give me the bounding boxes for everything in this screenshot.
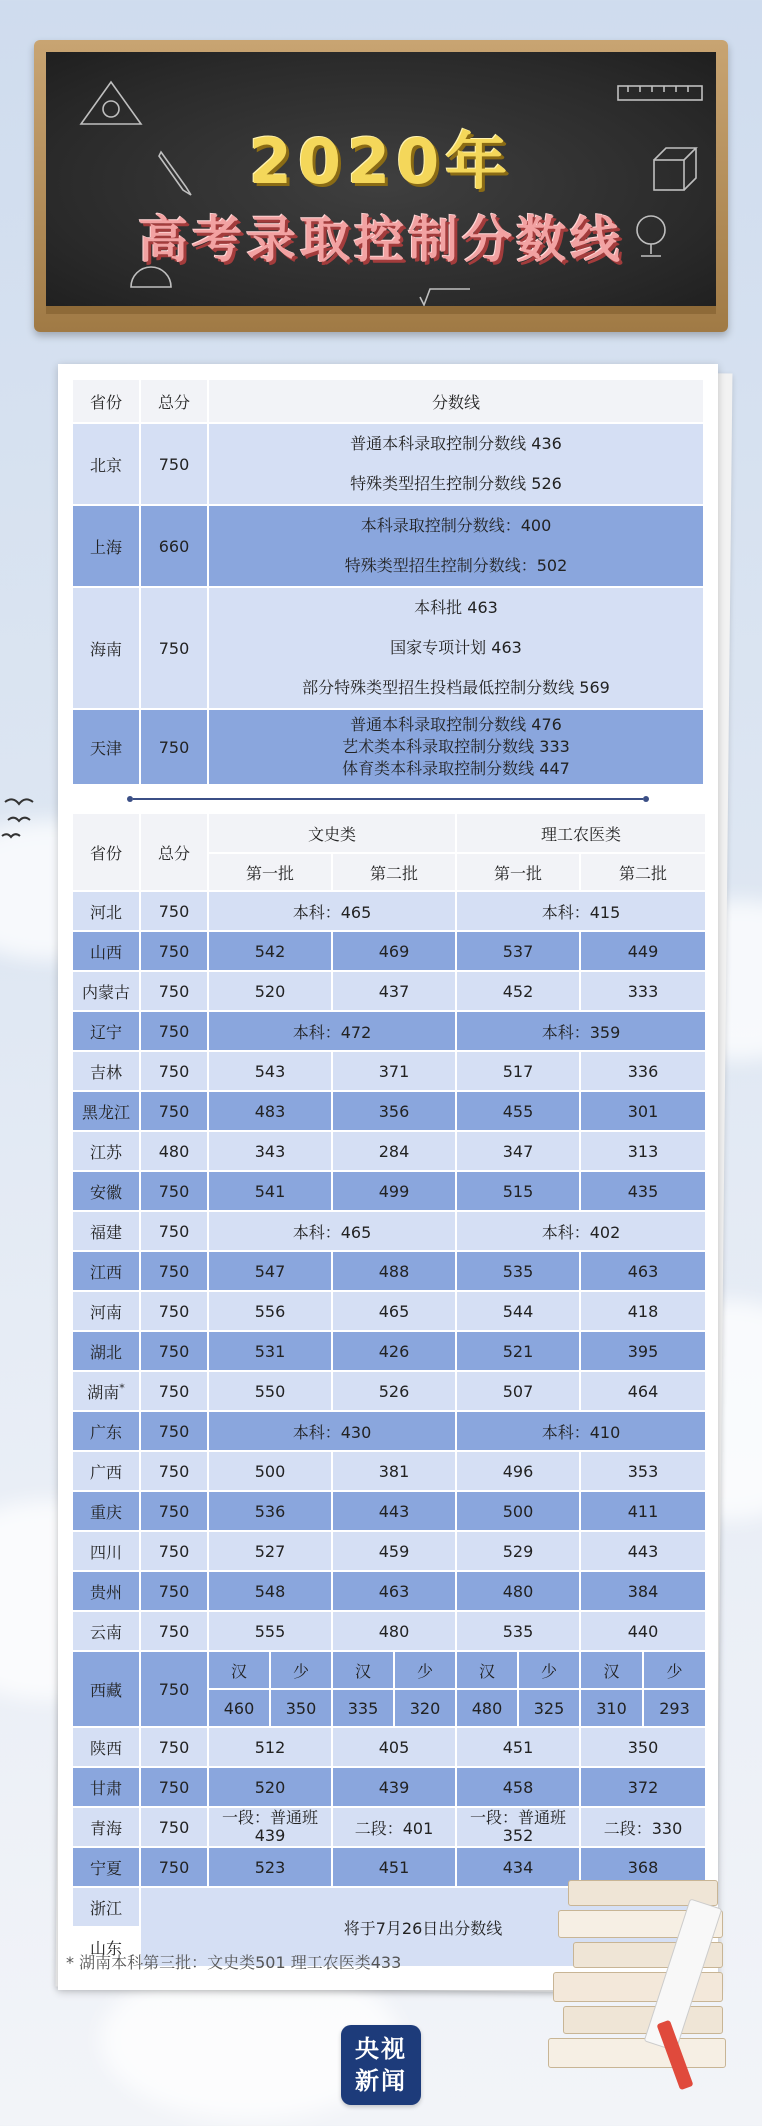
arts-batch2-cell: 526 bbox=[332, 1371, 456, 1411]
sci-batch1-cell: 452 bbox=[456, 971, 580, 1011]
total-cell: 750 bbox=[140, 1171, 208, 1211]
header-title: 高考录取控制分数线 bbox=[138, 211, 624, 269]
sci-batch1-cell: 515 bbox=[456, 1171, 580, 1211]
province-cell bbox=[72, 1331, 140, 1371]
score-line: 普通本科录取控制分数线 436 bbox=[350, 434, 562, 453]
total-cell: 750 bbox=[140, 1331, 208, 1371]
pending-note-cell: 将于7月26日出分数线 bbox=[140, 1887, 706, 1967]
sci-batch2-cell: 313 bbox=[580, 1131, 706, 1171]
total-cell: 750 bbox=[140, 1571, 208, 1611]
arts-merged-cell: 本科：465 bbox=[208, 1211, 456, 1251]
province-cell bbox=[72, 1131, 140, 1171]
score-line: 普通本科录取控制分数线 476 bbox=[350, 715, 562, 734]
table-row bbox=[72, 1051, 706, 1091]
province-name: 湖南 bbox=[87, 1382, 120, 1402]
table-row bbox=[72, 1371, 706, 1411]
province-cell: 宁夏 bbox=[72, 1847, 140, 1887]
sci-batch1-cell: 535 bbox=[456, 1611, 580, 1651]
arts-merged-cell: 本科：465 bbox=[208, 891, 456, 931]
tibet-label: 少 bbox=[643, 1651, 706, 1689]
province-cell bbox=[72, 891, 140, 931]
tibet-label: 汉 bbox=[332, 1651, 394, 1689]
table-row bbox=[72, 1411, 706, 1451]
table-row bbox=[72, 891, 706, 931]
total-cell: 750 bbox=[140, 1251, 208, 1291]
total-cell: 750 bbox=[140, 891, 208, 931]
score-line: 体育类本科录取控制分数线 447 bbox=[342, 759, 570, 778]
tibet-value: 335 bbox=[332, 1689, 394, 1727]
table-row bbox=[72, 1291, 706, 1331]
sci-batch1-cell: 455 bbox=[456, 1091, 580, 1131]
province-name: 甘肃 bbox=[89, 1778, 122, 1798]
header-score-line: 分数线 bbox=[208, 379, 704, 423]
sci-batch2-cell: 368 bbox=[580, 1847, 706, 1887]
tibet-label: 汉 bbox=[580, 1651, 643, 1689]
sci-batch2-cell: 372 bbox=[580, 1767, 706, 1807]
sci-batch1-cell: 535 bbox=[456, 1251, 580, 1291]
tibet-label: 汉 bbox=[208, 1651, 270, 1689]
logo-line: 央视 bbox=[355, 2035, 407, 2063]
cell-line: 一段：普通班 bbox=[221, 1808, 318, 1827]
arts-batch1-cell: 512 bbox=[208, 1727, 332, 1767]
province-name: 云南 bbox=[89, 1622, 122, 1642]
chalkboard-surface bbox=[46, 52, 716, 314]
total-cell: 750 bbox=[140, 1651, 208, 1727]
table-row bbox=[72, 1131, 706, 1171]
table-row bbox=[72, 1727, 706, 1767]
tibet-label: 少 bbox=[518, 1651, 580, 1689]
arts-batch2-cell: 488 bbox=[332, 1251, 456, 1291]
arts-batch2-cell: 439 bbox=[332, 1767, 456, 1807]
table-row bbox=[72, 971, 706, 1011]
table-header-row bbox=[72, 379, 704, 423]
tibet-value: 350 bbox=[270, 1689, 332, 1727]
score-sheet bbox=[58, 364, 718, 1990]
table-row bbox=[72, 1091, 706, 1131]
books-decoration bbox=[548, 1860, 748, 2100]
table-row bbox=[72, 1011, 706, 1051]
province-cell: 青海 bbox=[72, 1807, 140, 1847]
header-sci-batch1: 第一批 bbox=[456, 853, 580, 891]
header-science: 理工农医类 bbox=[456, 813, 706, 853]
table-row-tianjin bbox=[72, 709, 704, 785]
arts-batch2-cell: 356 bbox=[332, 1091, 456, 1131]
arts-batch1-cell: 500 bbox=[208, 1451, 332, 1491]
province-cell bbox=[72, 971, 140, 1011]
province-cell bbox=[72, 931, 140, 971]
sci-batch2-cell: 395 bbox=[580, 1331, 706, 1371]
chalk-tray bbox=[46, 306, 716, 314]
table-row bbox=[72, 1767, 706, 1807]
total-cell: 750 bbox=[140, 1727, 208, 1767]
arts-batch2-cell: 437 bbox=[332, 971, 456, 1011]
total-cell: 750 bbox=[140, 423, 208, 505]
arts-batch1-cell: 541 bbox=[208, 1171, 332, 1211]
total-cell: 750 bbox=[140, 1847, 208, 1887]
score-lines-cell bbox=[208, 709, 704, 785]
section-divider bbox=[133, 798, 643, 800]
sci-batch1-cell: 507 bbox=[456, 1371, 580, 1411]
total-cell: 750 bbox=[140, 1371, 208, 1411]
province-cell bbox=[72, 1091, 140, 1131]
tibet-value: 293 bbox=[643, 1689, 706, 1727]
province-name: 贵州 bbox=[89, 1582, 122, 1602]
province-name: 陕西 bbox=[89, 1738, 122, 1758]
arts-batch2-cell: 二段：401 bbox=[332, 1807, 456, 1847]
sci-batch1-cell: 451 bbox=[456, 1727, 580, 1767]
arts-batch1-cell: 523 bbox=[208, 1847, 332, 1887]
total-cell: 750 bbox=[140, 1051, 208, 1091]
table-row bbox=[72, 1611, 706, 1651]
arts-batch2-cell: 381 bbox=[332, 1451, 456, 1491]
sci-batch2-cell: 333 bbox=[580, 971, 706, 1011]
sci-batch1-cell: 544 bbox=[456, 1291, 580, 1331]
province-name: 广东 bbox=[89, 1422, 122, 1442]
header-total: 总分 bbox=[140, 379, 208, 423]
header-total: 总分 bbox=[140, 813, 208, 891]
table-row bbox=[72, 1571, 706, 1611]
arts-batch2-cell: 451 bbox=[332, 1847, 456, 1887]
sci-batch2-cell: 353 bbox=[580, 1451, 706, 1491]
sci-batch1-cell: 537 bbox=[456, 931, 580, 971]
arts-batch1-cell: 527 bbox=[208, 1531, 332, 1571]
province-cell bbox=[72, 1211, 140, 1251]
table-row bbox=[72, 931, 706, 971]
province-cell bbox=[72, 1451, 140, 1491]
province-cell: 上海 bbox=[72, 505, 140, 587]
sci-batch1-cell: 434 bbox=[456, 1847, 580, 1887]
ruler-doodle-icon bbox=[616, 78, 706, 108]
province-cell bbox=[72, 1571, 140, 1611]
tibet-label: 汉 bbox=[456, 1651, 518, 1689]
total-cell: 750 bbox=[140, 1767, 208, 1807]
province-cell: 西藏 bbox=[72, 1651, 140, 1727]
tibet-label: 少 bbox=[270, 1651, 332, 1689]
sci-batch2-cell: 301 bbox=[580, 1091, 706, 1131]
arts-batch1-cell bbox=[208, 1807, 332, 1847]
chalkboard-header bbox=[34, 40, 728, 332]
sci-merged-cell: 本科：415 bbox=[456, 891, 706, 931]
province-cell bbox=[72, 1767, 140, 1807]
arts-batch2-cell: 480 bbox=[332, 1611, 456, 1651]
total-cell: 480 bbox=[140, 1131, 208, 1171]
table2-body-after bbox=[72, 1727, 706, 1807]
sci-batch1-cell: 347 bbox=[456, 1131, 580, 1171]
sci-batch2-cell: 350 bbox=[580, 1727, 706, 1767]
province-name: 福建 bbox=[89, 1222, 122, 1242]
sci-batch1-cell: 480 bbox=[456, 1571, 580, 1611]
table-row-qinghai bbox=[72, 1807, 706, 1847]
sci-batch2-cell: 440 bbox=[580, 1611, 706, 1651]
arts-batch1-cell: 536 bbox=[208, 1491, 332, 1531]
province-name: 江苏 bbox=[89, 1142, 122, 1162]
arts-batch1-cell: 520 bbox=[208, 1767, 332, 1807]
sci-batch1-cell bbox=[456, 1807, 580, 1847]
book-shape bbox=[548, 2038, 726, 2068]
total-cell: 750 bbox=[140, 1291, 208, 1331]
arts-batch1-cell: 548 bbox=[208, 1571, 332, 1611]
arts-batch1-cell: 531 bbox=[208, 1331, 332, 1371]
tibet-value: 480 bbox=[456, 1689, 518, 1727]
total-cell: 750 bbox=[140, 587, 208, 709]
book-shape bbox=[563, 2006, 723, 2034]
header-sci-batch2: 第二批 bbox=[580, 853, 706, 891]
score-line: 国家专项计划 463 bbox=[390, 638, 522, 657]
score-lines-cell bbox=[208, 587, 704, 709]
total-cell: 750 bbox=[140, 1611, 208, 1651]
arts-batch2-cell: 371 bbox=[332, 1051, 456, 1091]
sci-batch1-cell: 521 bbox=[456, 1331, 580, 1371]
province-cell: 天津 bbox=[72, 709, 140, 785]
sci-batch1-cell: 500 bbox=[456, 1491, 580, 1531]
table-provinces-by-batch bbox=[71, 812, 707, 1968]
province-cell bbox=[72, 1727, 140, 1767]
province-cell: 北京 bbox=[72, 423, 140, 505]
logo-line: 新闻 bbox=[355, 2067, 407, 2095]
arts-batch2-cell: 405 bbox=[332, 1727, 456, 1767]
arts-merged-cell: 本科：472 bbox=[208, 1011, 456, 1051]
province-name: 重庆 bbox=[89, 1502, 122, 1522]
province-cell bbox=[72, 1411, 140, 1451]
total-cell: 750 bbox=[140, 1807, 208, 1847]
header-arts-batch1: 第一批 bbox=[208, 853, 332, 891]
province-cell bbox=[72, 1371, 140, 1411]
arts-merged-cell: 本科：430 bbox=[208, 1411, 456, 1451]
province-cell bbox=[72, 1251, 140, 1291]
province-cell bbox=[72, 1291, 140, 1331]
province-cell bbox=[72, 1491, 140, 1531]
table-row bbox=[72, 1531, 706, 1571]
sci-batch1-cell: 517 bbox=[456, 1051, 580, 1091]
arts-batch1-cell: 542 bbox=[208, 931, 332, 971]
arts-batch2-cell: 463 bbox=[332, 1571, 456, 1611]
sci-batch2-cell: 418 bbox=[580, 1291, 706, 1331]
tibet-value: 310 bbox=[580, 1689, 643, 1727]
sci-batch2-cell: 449 bbox=[580, 931, 706, 971]
cell-line: 一段：普通班 bbox=[470, 1808, 567, 1827]
birds-decoration bbox=[0, 790, 60, 850]
total-cell: 750 bbox=[140, 1531, 208, 1571]
sci-batch1-cell: 458 bbox=[456, 1767, 580, 1807]
header-province: 省份 bbox=[72, 379, 140, 423]
province-name: 江西 bbox=[89, 1262, 122, 1282]
cctv-news-logo bbox=[341, 2025, 421, 2105]
arts-batch1-cell: 547 bbox=[208, 1251, 332, 1291]
tibet-value: 320 bbox=[394, 1689, 456, 1727]
footnote: * 湖南本科第三批：文史类501 理工农医类433 bbox=[66, 1953, 402, 1972]
sci-merged-cell: 本科：359 bbox=[456, 1011, 706, 1051]
score-lines-cell bbox=[208, 505, 704, 587]
score-line: 本科录取控制分数线：400 bbox=[360, 516, 552, 535]
sci-batch2-cell: 464 bbox=[580, 1371, 706, 1411]
province-name: 安徽 bbox=[89, 1182, 122, 1202]
province-name: 河南 bbox=[89, 1302, 122, 1322]
total-cell: 750 bbox=[140, 971, 208, 1011]
sci-batch2-cell: 384 bbox=[580, 1571, 706, 1611]
sci-batch1-cell: 496 bbox=[456, 1451, 580, 1491]
province-name: 四川 bbox=[89, 1542, 122, 1562]
arts-batch1-cell: 550 bbox=[208, 1371, 332, 1411]
header-arts: 文史类 bbox=[208, 813, 456, 853]
total-cell: 750 bbox=[140, 931, 208, 971]
province-name: 湖北 bbox=[89, 1342, 122, 1362]
table-row bbox=[72, 1331, 706, 1371]
score-line: 部分特殊类型招生投档最低控制分数线 569 bbox=[302, 678, 610, 697]
sci-batch2-cell: 463 bbox=[580, 1251, 706, 1291]
sci-batch2-cell: 411 bbox=[580, 1491, 706, 1531]
table-row bbox=[72, 1491, 706, 1531]
sci-batch2-cell: 336 bbox=[580, 1051, 706, 1091]
province-name: 山西 bbox=[89, 942, 122, 962]
province-cell: 海南 bbox=[72, 587, 140, 709]
total-cell: 750 bbox=[140, 1451, 208, 1491]
tibet-label: 少 bbox=[394, 1651, 456, 1689]
province-name: 辽宁 bbox=[89, 1022, 122, 1042]
tibet-value: 325 bbox=[518, 1689, 580, 1727]
sci-batch2-cell: 435 bbox=[580, 1171, 706, 1211]
province-cell bbox=[72, 1611, 140, 1651]
total-cell: 660 bbox=[140, 505, 208, 587]
sci-batch2-cell: 二段：330 bbox=[580, 1807, 706, 1847]
arts-batch1-cell: 520 bbox=[208, 971, 332, 1011]
table-row-tibet bbox=[72, 1651, 706, 1689]
arts-batch1-cell: 343 bbox=[208, 1131, 332, 1171]
arts-batch1-cell: 543 bbox=[208, 1051, 332, 1091]
header-arts-batch2: 第二批 bbox=[332, 853, 456, 891]
table2-body bbox=[72, 891, 706, 1651]
score-line: 本科批 463 bbox=[414, 598, 498, 617]
header-province: 省份 bbox=[72, 813, 140, 891]
footnote-mark: * bbox=[119, 1381, 125, 1395]
table-row bbox=[72, 1211, 706, 1251]
table-row bbox=[72, 1171, 706, 1211]
total-cell: 750 bbox=[140, 1491, 208, 1531]
score-line: 特殊类型招生控制分数线：502 bbox=[344, 556, 568, 575]
province-cell bbox=[72, 1051, 140, 1091]
total-cell: 750 bbox=[140, 1411, 208, 1451]
sci-merged-cell: 本科：402 bbox=[456, 1211, 706, 1251]
province-name: 黑龙江 bbox=[81, 1102, 130, 1122]
total-cell: 750 bbox=[140, 709, 208, 785]
table-row-hainan bbox=[72, 587, 704, 709]
cell-line: 439 bbox=[254, 1826, 286, 1845]
arts-batch2-cell: 284 bbox=[332, 1131, 456, 1171]
province-name: 广西 bbox=[89, 1462, 122, 1482]
score-line: 艺术类本科录取控制分数线 333 bbox=[342, 737, 570, 756]
arts-batch2-cell: 499 bbox=[332, 1171, 456, 1211]
header-year: 2020年 bbox=[248, 125, 514, 198]
province-name: 河北 bbox=[89, 902, 122, 922]
tibet-value: 460 bbox=[208, 1689, 270, 1727]
arts-batch2-cell: 465 bbox=[332, 1291, 456, 1331]
table-special-provinces bbox=[71, 378, 705, 786]
table-row-beijing bbox=[72, 423, 704, 505]
province-name: 吉林 bbox=[89, 1062, 122, 1082]
province-cell bbox=[72, 1171, 140, 1211]
arts-batch1-cell: 483 bbox=[208, 1091, 332, 1131]
table-row bbox=[72, 1451, 706, 1491]
table2-header-row bbox=[72, 813, 706, 853]
arts-batch2-cell: 469 bbox=[332, 931, 456, 971]
province-cell: 浙江 bbox=[72, 1887, 140, 1927]
arts-batch2-cell: 443 bbox=[332, 1491, 456, 1531]
province-cell bbox=[72, 1011, 140, 1051]
arts-batch1-cell: 556 bbox=[208, 1291, 332, 1331]
arts-batch2-cell: 459 bbox=[332, 1531, 456, 1571]
score-lines-cell bbox=[208, 423, 704, 505]
province-name: 内蒙古 bbox=[81, 982, 130, 1002]
table-row bbox=[72, 1251, 706, 1291]
sci-batch1-cell: 529 bbox=[456, 1531, 580, 1571]
cell-line: 352 bbox=[502, 1826, 534, 1845]
table-row-shanghai bbox=[72, 505, 704, 587]
score-line: 特殊类型招生控制分数线 526 bbox=[350, 474, 562, 493]
province-cell bbox=[72, 1531, 140, 1571]
sci-batch2-cell: 443 bbox=[580, 1531, 706, 1571]
province-cell: 山东 bbox=[72, 1927, 140, 1967]
arts-batch1-cell: 555 bbox=[208, 1611, 332, 1651]
total-cell: 750 bbox=[140, 1011, 208, 1051]
total-cell: 750 bbox=[140, 1091, 208, 1131]
total-cell: 750 bbox=[140, 1211, 208, 1251]
sci-merged-cell: 本科：410 bbox=[456, 1411, 706, 1451]
arts-batch2-cell: 426 bbox=[332, 1331, 456, 1371]
